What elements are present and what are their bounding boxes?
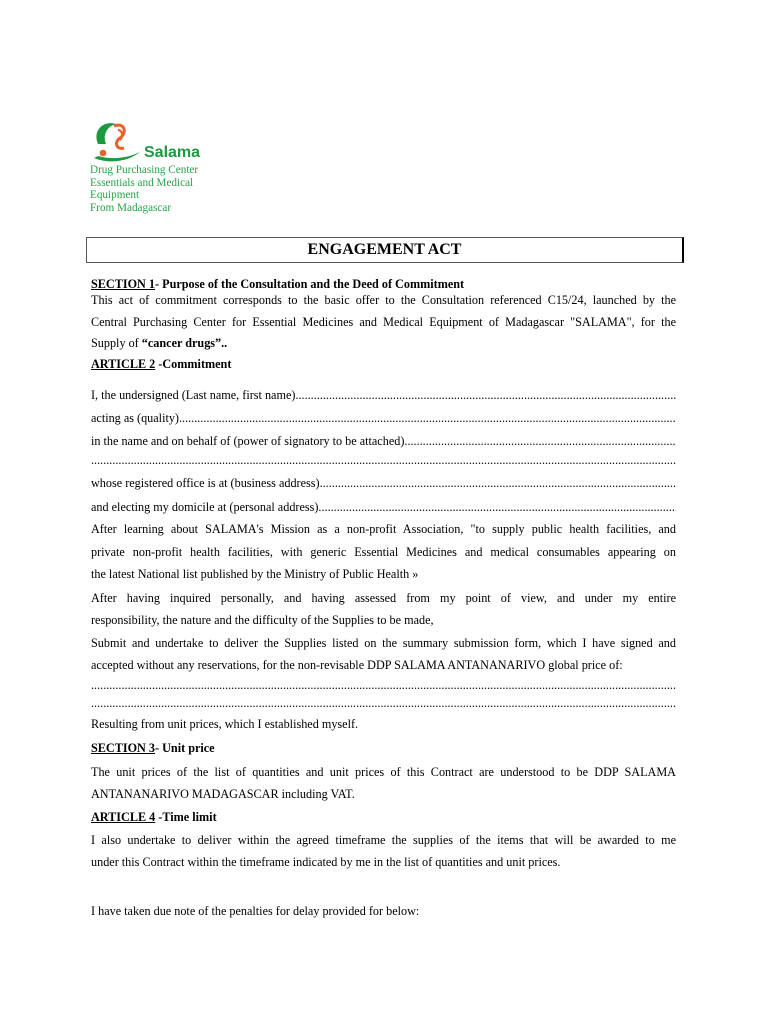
field-domicile-dotted-line[interactable] xyxy=(318,498,676,516)
article2-label: ARTICLE 2 xyxy=(91,357,156,371)
org-name: Salama xyxy=(144,144,201,161)
salama-logo-icon xyxy=(90,118,142,164)
field-name-label: I, the undersigned (Last name, first name) xyxy=(91,388,296,402)
org-line-1: Drug Purchasing Center xyxy=(90,164,199,176)
field-behalf-label: in the name and on behalf of (power of signatory to be attached) xyxy=(91,434,405,448)
section3-title: - Unit price xyxy=(155,741,215,755)
org-line-3: From Madagascar xyxy=(90,202,172,215)
field-quality-row[interactable] xyxy=(91,409,676,427)
section1-supply-item: “cancer drugs”.. xyxy=(141,336,228,350)
section1-supply-prefix: Supply of xyxy=(91,336,142,350)
article2-title: -Commitment xyxy=(155,357,232,371)
document-title-text: ENGAGEMENT ACT xyxy=(307,241,462,258)
section3-line-2: ANTANANARIVO MADAGASCAR including VAT. xyxy=(91,787,355,801)
article4-line-1: I also undertake to deliver within the agreed timeframe the supplies of the items that will be awarded to me xyxy=(91,833,676,847)
field-behalf-row[interactable] xyxy=(91,432,676,450)
section1-label: SECTION 1 xyxy=(91,277,156,291)
field-office-dotted-line[interactable] xyxy=(320,474,676,492)
section1-text-line-3 xyxy=(91,334,676,352)
price-dotted-line-1[interactable] xyxy=(91,676,676,694)
submit-line-1: Submit and undertake to deliver the Supplies listed on the summary submission form, which I have signed and xyxy=(91,636,676,650)
price-dotted-row-1[interactable] xyxy=(91,676,676,694)
price-dotted-row-2[interactable] xyxy=(91,694,676,712)
document-title xyxy=(86,237,684,263)
article4-label: ARTICLE 4 xyxy=(91,810,156,824)
field-quality-label: acting as (quality) xyxy=(91,411,179,425)
field-behalf-continuation[interactable] xyxy=(91,451,676,469)
section1-text-line-2: Central Purchasing Center for Essential Medicines and Medical Equipment of Madagascar "SALAMA", for the xyxy=(91,315,676,329)
mission-line-1: After learning about SALAMA's Mission as a non-profit Association, "to supply public health facilities, and xyxy=(91,522,676,536)
field-quality-dotted-line[interactable] xyxy=(179,409,676,427)
field-office-label: whose registered office is at (business address) xyxy=(91,476,320,490)
article4-title: -Time limit xyxy=(155,810,217,824)
section3-heading xyxy=(91,739,676,757)
article4-heading xyxy=(91,808,676,826)
field-domicile-row[interactable] xyxy=(91,498,676,516)
penalties-note: I have taken due note of the penalties for delay provided for below: xyxy=(91,904,420,918)
salama-logo xyxy=(90,118,230,215)
section1-title: - Purpose of the Consultation and the Deed of Commitment xyxy=(155,277,465,291)
field-name-row[interactable] xyxy=(91,386,676,404)
org-line-2: Essentials and Medical Equipment xyxy=(90,176,194,202)
field-behalf-dotted-line[interactable] xyxy=(404,432,676,450)
section3-label: SECTION 3 xyxy=(91,741,156,755)
mission-line-2: private non-profit health facilities, with generic Essential Medicines and medical consumables appearing on xyxy=(91,545,676,559)
article2-heading xyxy=(91,355,676,373)
field-behalf-dotted-line-2[interactable] xyxy=(91,451,676,469)
inquired-line-1: After having inquired personally, and having assessed from my point of view, and under my entire xyxy=(91,591,676,605)
article4-line-2: under this Contract within the timeframe indicated by me in the list of quantities and unit prices. xyxy=(91,855,561,869)
price-dotted-line-2[interactable] xyxy=(91,694,676,712)
field-name-dotted-line[interactable] xyxy=(295,386,676,404)
section3-line-1: The unit prices of the list of quantities and unit prices of this Contract are understood to be DDP SALAMA xyxy=(91,765,676,779)
submit-line-2: accepted without any reservations, for the non-revisable DDP SALAMA ANTANANARIVO global price of: xyxy=(91,658,623,672)
field-office-row[interactable] xyxy=(91,474,676,492)
field-domicile-label: and electing my domicile at (personal address) xyxy=(91,500,319,514)
inquired-line-2: responsibility, the nature and the difficulty of the Supplies to be made, xyxy=(91,613,434,627)
section1-text-line-1: This act of commitment corresponds to the basic offer to the Consultation referenced C15/24, launched by the xyxy=(91,293,676,307)
unit-prices-note: Resulting from unit prices, which I established myself. xyxy=(91,717,359,731)
mission-line-3: the latest National list published by the Ministry of Public Health » xyxy=(91,567,419,581)
